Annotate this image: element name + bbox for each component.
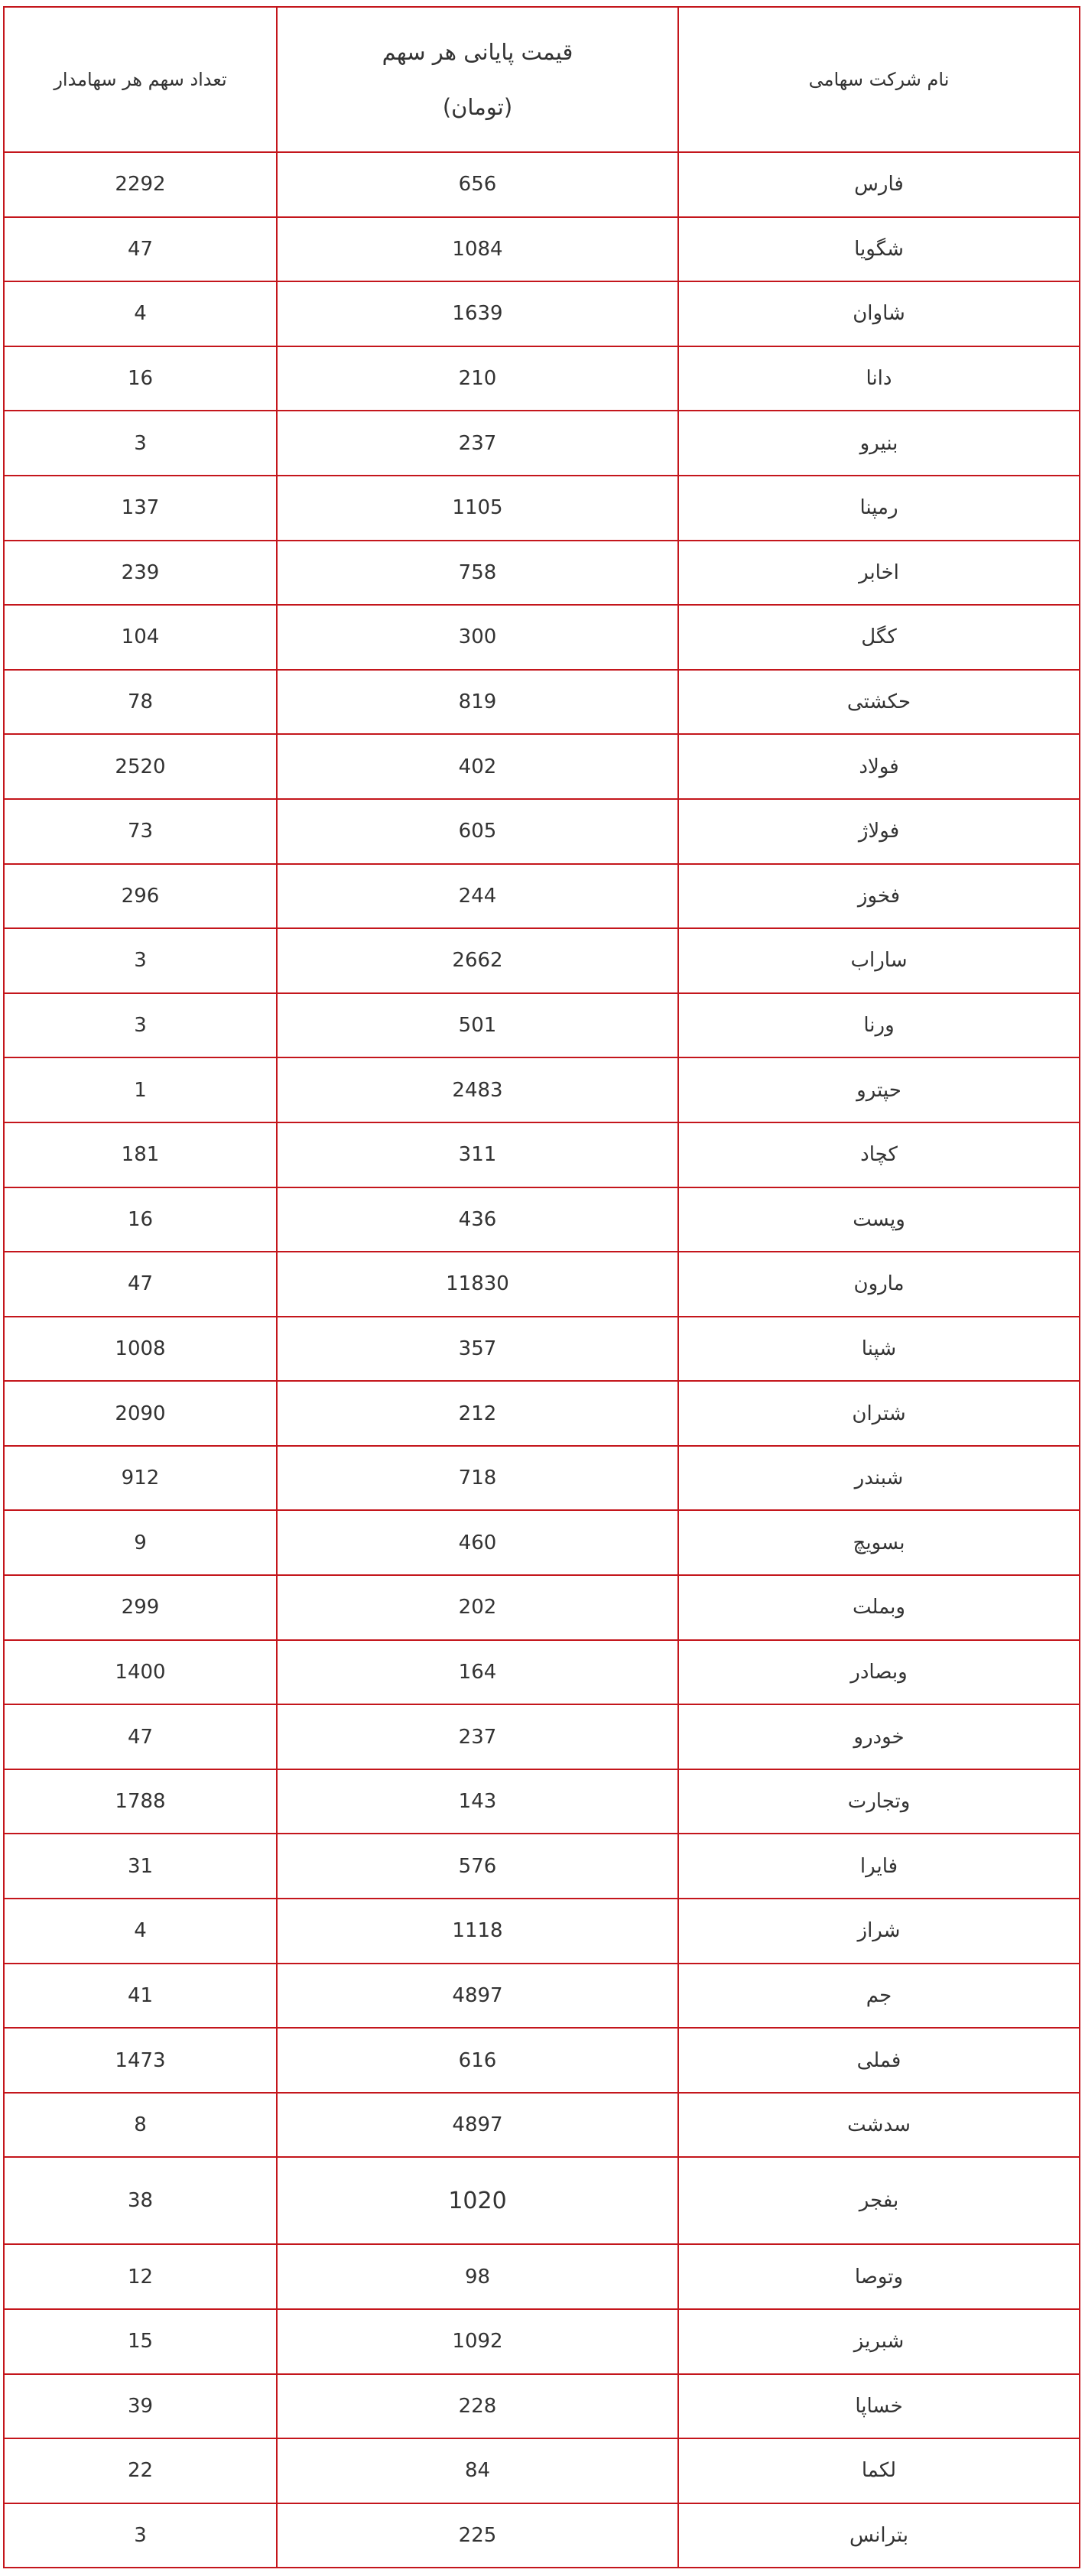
final-price-cell: 1092 (277, 2309, 678, 2374)
table-body (4, 152, 1080, 2568)
shares-count-cell: 239 (4, 541, 277, 606)
table-row (4, 1704, 1080, 1769)
table-row (4, 541, 1080, 606)
table-row (4, 1446, 1080, 1511)
table-row (4, 152, 1080, 217)
shares-count-cell: 2090 (4, 1381, 277, 1446)
header-final-price-unit: (تومان) (442, 94, 513, 120)
table-row (4, 2438, 1080, 2503)
final-price-cell: 656 (277, 152, 678, 217)
table-row (4, 1834, 1080, 1899)
company-name-cell: رمپنا (678, 476, 1080, 541)
shares-count-cell: 1008 (4, 1317, 277, 1382)
shares-count-cell: 1788 (4, 1769, 277, 1834)
company-name-cell: اخابر (678, 541, 1080, 606)
company-name-cell: کچاد (678, 1122, 1080, 1187)
company-name-cell: فولاژ (678, 799, 1080, 864)
table-row (4, 1252, 1080, 1317)
final-price-cell: 2662 (277, 928, 678, 993)
company-name-cell: وبملت (678, 1575, 1080, 1640)
company-name-cell: مارون (678, 1252, 1080, 1317)
company-name-cell: کگل (678, 605, 1080, 670)
shares-count-cell: 39 (4, 2374, 277, 2439)
shares-count-cell: 104 (4, 605, 277, 670)
shares-count-cell: 47 (4, 1252, 277, 1317)
final-price-cell: 436 (277, 1187, 678, 1252)
final-price-cell: 244 (277, 864, 678, 929)
table-row (4, 670, 1080, 735)
company-name-cell: خساپا (678, 2374, 1080, 2439)
shares-count-cell: 912 (4, 1446, 277, 1511)
table-row (4, 346, 1080, 411)
shares-count-cell: 137 (4, 476, 277, 541)
final-price-cell: 402 (277, 734, 678, 799)
table-row (4, 1964, 1080, 2029)
table-row (4, 1769, 1080, 1834)
company-name-cell: حکشتی (678, 670, 1080, 735)
final-price-cell: 311 (277, 1122, 678, 1187)
final-price-cell: 616 (277, 2028, 678, 2093)
final-price-cell: 228 (277, 2374, 678, 2439)
table-row (4, 928, 1080, 993)
company-name-cell: بفجر (678, 2157, 1080, 2244)
table-row (4, 1122, 1080, 1187)
final-price-cell: 460 (277, 1510, 678, 1575)
final-price-cell: 2483 (277, 1057, 678, 1122)
final-price-cell: 164 (277, 1640, 678, 1705)
shares-count-cell: 47 (4, 1704, 277, 1769)
company-name-cell: فولاد (678, 734, 1080, 799)
final-price-cell: 1084 (277, 217, 678, 282)
shares-count-cell: 3 (4, 993, 277, 1058)
table-header-row (4, 7, 1080, 152)
table-row (4, 217, 1080, 282)
company-name-cell: شاوان (678, 281, 1080, 346)
shares-count-cell: 9 (4, 1510, 277, 1575)
company-name-cell: شبندر (678, 1446, 1080, 1511)
company-name-cell: شتران (678, 1381, 1080, 1446)
table-row (4, 1575, 1080, 1640)
table-row (4, 799, 1080, 864)
company-name-cell: ورنا (678, 993, 1080, 1058)
final-price-cell: 237 (277, 1704, 678, 1769)
shares-count-cell: 16 (4, 1187, 277, 1252)
table-row (4, 2374, 1080, 2439)
final-price-cell: 718 (277, 1446, 678, 1511)
table-row (4, 1317, 1080, 1382)
final-price-cell: 819 (277, 670, 678, 735)
company-name-cell: فایرا (678, 1834, 1080, 1899)
final-price-cell: 576 (277, 1834, 678, 1899)
final-price-cell: 1118 (277, 1899, 678, 1964)
table-row (4, 2157, 1080, 2244)
table-row (4, 1187, 1080, 1252)
final-price-cell: 98 (277, 2244, 678, 2309)
company-name-cell: بسویچ (678, 1510, 1080, 1575)
shares-table (3, 6, 1080, 2568)
shares-count-cell: 4 (4, 281, 277, 346)
shares-count-cell: 78 (4, 670, 277, 735)
header-company-name: نام شرکت سهامی (678, 7, 1080, 152)
table-row (4, 993, 1080, 1058)
header-shares-per-holder: تعداد سهم هر سهامدار (4, 7, 277, 152)
shares-count-cell: 3 (4, 928, 277, 993)
company-name-cell: دانا (678, 346, 1080, 411)
shares-count-cell: 296 (4, 864, 277, 929)
final-price-cell: 758 (277, 541, 678, 606)
table-row (4, 1057, 1080, 1122)
final-price-cell: 4897 (277, 2093, 678, 2158)
company-name-cell: شگویا (678, 217, 1080, 282)
shares-count-cell: 181 (4, 1122, 277, 1187)
final-price-cell: 11830 (277, 1252, 678, 1317)
table-row (4, 1899, 1080, 1964)
table-row (4, 2093, 1080, 2158)
company-name-cell: وپست (678, 1187, 1080, 1252)
table-row (4, 605, 1080, 670)
final-price-cell: 501 (277, 993, 678, 1058)
table-row (4, 1510, 1080, 1575)
company-name-cell: بنیرو (678, 411, 1080, 476)
table-row (4, 281, 1080, 346)
final-price-cell: 357 (277, 1317, 678, 1382)
company-name-cell: لکما (678, 2438, 1080, 2503)
company-name-cell: سدشت (678, 2093, 1080, 2158)
table-row (4, 2503, 1080, 2568)
company-name-cell: شبریز (678, 2309, 1080, 2374)
company-name-cell: وتوصا (678, 2244, 1080, 2309)
final-price-cell: 300 (277, 605, 678, 670)
shares-count-cell: 12 (4, 2244, 277, 2309)
company-name-cell: شراز (678, 1899, 1080, 1964)
final-price-cell: 4897 (277, 1964, 678, 2029)
final-price-cell: 1020 (277, 2157, 678, 2244)
final-price-cell: 143 (277, 1769, 678, 1834)
final-price-cell: 237 (277, 411, 678, 476)
final-price-cell: 1105 (277, 476, 678, 541)
table-row (4, 411, 1080, 476)
shares-count-cell: 299 (4, 1575, 277, 1640)
table-row (4, 1381, 1080, 1446)
final-price-cell: 605 (277, 799, 678, 864)
company-name-cell: بترانس (678, 2503, 1080, 2568)
shares-count-cell: 3 (4, 411, 277, 476)
company-name-cell: وتجارت (678, 1769, 1080, 1834)
company-name-cell: خودرو (678, 1704, 1080, 1769)
shares-count-cell: 31 (4, 1834, 277, 1899)
shares-count-cell: 4 (4, 1899, 277, 1964)
final-price-cell: 212 (277, 1381, 678, 1446)
shares-count-cell: 47 (4, 217, 277, 282)
company-name-cell: شپنا (678, 1317, 1080, 1382)
shares-count-cell: 1473 (4, 2028, 277, 2093)
company-name-cell: فملی (678, 2028, 1080, 2093)
shares-count-cell: 8 (4, 2093, 277, 2158)
table-row (4, 1640, 1080, 1705)
header-final-price (277, 7, 678, 152)
final-price-cell: 1639 (277, 281, 678, 346)
table-row (4, 2244, 1080, 2309)
company-name-cell: فخوز (678, 864, 1080, 929)
shares-count-cell: 16 (4, 346, 277, 411)
shares-count-cell: 1400 (4, 1640, 277, 1705)
final-price-cell: 225 (277, 2503, 678, 2568)
shares-count-cell: 2292 (4, 152, 277, 217)
table-row (4, 864, 1080, 929)
company-name-cell: وبصادر (678, 1640, 1080, 1705)
shares-count-cell: 3 (4, 2503, 277, 2568)
company-name-cell: حپترو (678, 1057, 1080, 1122)
shares-table-container (3, 6, 1079, 2568)
company-name-cell: جم (678, 1964, 1080, 2029)
shares-count-cell: 15 (4, 2309, 277, 2374)
header-final-price-title: قیمت پایانی هر سهم (382, 39, 573, 65)
table-row (4, 734, 1080, 799)
final-price-cell: 202 (277, 1575, 678, 1640)
shares-count-cell: 38 (4, 2157, 277, 2244)
table-row (4, 476, 1080, 541)
final-price-cell: 84 (277, 2438, 678, 2503)
company-name-cell: فارس (678, 152, 1080, 217)
shares-count-cell: 2520 (4, 734, 277, 799)
table-row (4, 2028, 1080, 2093)
shares-count-cell: 41 (4, 1964, 277, 2029)
shares-count-cell: 22 (4, 2438, 277, 2503)
final-price-cell: 210 (277, 346, 678, 411)
table-row (4, 2309, 1080, 2374)
shares-count-cell: 73 (4, 799, 277, 864)
company-name-cell: ساراب (678, 928, 1080, 993)
shares-count-cell: 1 (4, 1057, 277, 1122)
